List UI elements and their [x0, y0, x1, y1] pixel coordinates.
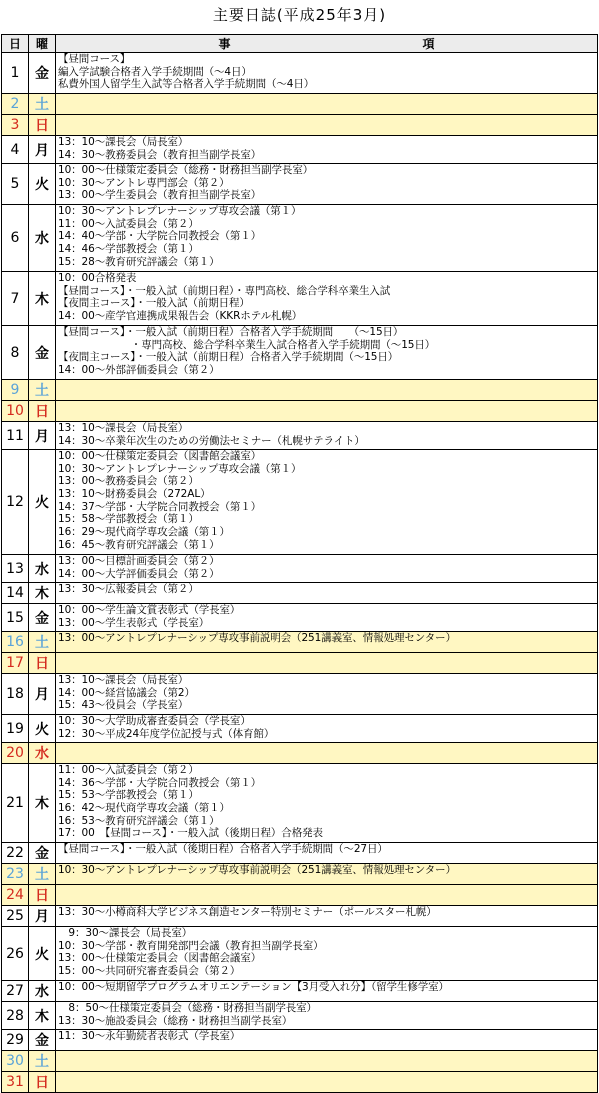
table-row [2, 843, 598, 864]
weekday-cell: 水 [29, 981, 56, 1002]
event-line: 11：30～永年勤続者表彰式（学長室） [58, 1030, 241, 1042]
event-line: 15：00～共同研究審査委員会（第２） [58, 965, 241, 978]
event-cell [56, 115, 598, 136]
weekday-cell: 月 [29, 136, 56, 164]
day-cell: 28 [2, 1002, 29, 1030]
weekday-cell: 木 [29, 583, 56, 604]
event-cell [56, 422, 598, 450]
weekday-cell: 土 [29, 632, 56, 653]
event-line: 編入学試験合格者入学手続期間（～4日） [58, 65, 252, 78]
event-line: 16：29～現代商学専攻会議（第１） [58, 526, 230, 539]
day-cell: 20 [2, 743, 29, 764]
event-line: 【夜間主コース】・一般入試（前期日程）合格者入学手続期間（～15日） [58, 351, 399, 364]
event-cell [56, 653, 598, 674]
event-cell [56, 906, 598, 927]
event-line: 14：00～外部評価委員会（第２） [58, 364, 220, 377]
event-line: 【昼間コース】・一般入試（前期日程）・専門高校、総合学科卒業生入試 [58, 284, 391, 297]
table-row [2, 674, 598, 715]
event-line: 13：10～課長会（局長室） [58, 422, 189, 434]
event-line: 15：53～学部教授会（第１） [58, 789, 199, 802]
table-row [2, 422, 598, 450]
day-cell: 25 [2, 906, 29, 927]
day-cell: 29 [2, 1030, 29, 1051]
table-row [2, 743, 598, 764]
weekday-cell: 土 [29, 1051, 56, 1072]
table-row [2, 906, 598, 927]
table-row [2, 1051, 598, 1072]
event-cell [56, 1051, 598, 1072]
day-cell: 5 [2, 164, 29, 205]
event-line: 13：00～学生表彰式（学長室） [58, 616, 210, 629]
day-cell: 1 [2, 53, 29, 94]
event-line: 13：30～小樽商科大学ビジネス創造センター特別セミナー（ポールスター札幌） [58, 906, 437, 918]
table-row [2, 555, 598, 583]
weekday-cell: 日 [29, 885, 56, 906]
day-cell: 9 [2, 380, 29, 401]
weekday-cell: 月 [29, 674, 56, 715]
weekday-cell: 月 [29, 422, 56, 450]
day-cell: 10 [2, 401, 29, 422]
event-line: 15：43～役員会（学長室） [58, 699, 189, 712]
table-row [2, 164, 598, 205]
weekday-cell: 金 [29, 1030, 56, 1051]
weekday-cell: 木 [29, 272, 56, 326]
event-line: 【昼間コース】・一般入試（後期日程）合格者入学手続期間（～27日） [58, 843, 388, 855]
weekday-cell: 火 [29, 164, 56, 205]
event-line: 15：58～学部教授会（第１） [58, 513, 199, 526]
event-line: ・専門高校、総合学科卒業生入試合格者入学手続期間（～15日） [58, 338, 436, 351]
event-line: 13：00～学生委員会（教育担当副学長室） [58, 189, 262, 202]
weekday-cell: 水 [29, 205, 56, 272]
table-row [2, 115, 598, 136]
event-cell [56, 764, 598, 843]
table-row [2, 53, 598, 94]
day-cell: 15 [2, 604, 29, 632]
table-row [2, 450, 598, 555]
day-cell: 18 [2, 674, 29, 715]
event-line: 14：37～学部・大学院合同教授会（第１） [58, 500, 262, 513]
event-line: 13：00～アントレプレナーシップ専攻事前説明会（251講義室、情報処理センター） [58, 632, 456, 644]
table-row [2, 927, 598, 981]
event-line: 15：28～教育研究評議会（第１） [58, 255, 220, 268]
table-row [2, 205, 598, 272]
event-line: 14：00～経営協議会（第2） [58, 686, 195, 699]
table-row [2, 401, 598, 422]
event-line: 13：10～課長会（局長室） [58, 136, 189, 148]
event-line: 14：46～学部教授会（第１） [58, 243, 199, 256]
table-row [2, 1030, 598, 1051]
table-row [2, 632, 598, 653]
weekday-cell: 土 [29, 864, 56, 885]
day-cell: 26 [2, 927, 29, 981]
event-cell [56, 326, 598, 380]
table-row [2, 604, 598, 632]
weekday-cell: 月 [29, 906, 56, 927]
header-day: 日 [2, 35, 29, 53]
event-line: 14：40～学部・大学院合同教授会（第１） [58, 230, 262, 243]
table-header-row [2, 35, 598, 53]
event-line: 13：00～目標計画委員会（第２） [58, 555, 220, 567]
day-cell: 8 [2, 326, 29, 380]
event-line: 11：00～入試委員会（第２） [58, 217, 199, 230]
table-row [2, 864, 598, 885]
event-line: 10：00～学生論文賞表彰式（学長室） [58, 604, 241, 616]
weekday-cell: 木 [29, 764, 56, 843]
event-line: 10：30～大学助成審査委員会（学長室） [58, 715, 251, 727]
day-cell: 2 [2, 94, 29, 115]
event-line: 14：36～学部・大学院合同教授会（第１） [58, 776, 262, 789]
diary-body [2, 53, 598, 1093]
page-title: 主要日誌(平成25年3月) [212, 6, 387, 24]
event-cell [56, 555, 598, 583]
event-line: 14：30～教務委員会（教育担当副学長室） [58, 148, 262, 161]
header-event-label: 事 項 [218, 36, 435, 51]
event-cell [56, 885, 598, 906]
event-cell [56, 674, 598, 715]
day-cell: 4 [2, 136, 29, 164]
weekday-cell: 日 [29, 653, 56, 674]
weekday-cell: 金 [29, 843, 56, 864]
event-line: 【昼間コース】 [58, 53, 131, 65]
event-line: 10：00合格発表 [58, 272, 137, 284]
event-line: 10：00～短期留学プログラムオリエンテーション【3月受入れ分】（留学生修学室） [58, 981, 449, 993]
event-line: 16：53～教育研究評議会（第１） [58, 814, 220, 827]
weekday-cell: 火 [29, 450, 56, 555]
event-line: 10：30～アントレプレナーシップ専攻事前説明会（251講義室、情報処理センター） [58, 864, 456, 876]
event-line: 17：00 【昼間コース】・一般入試（後期日程）合格発表 [58, 827, 323, 840]
event-cell [56, 843, 598, 864]
day-cell: 13 [2, 555, 29, 583]
event-cell [56, 164, 598, 205]
event-cell [56, 272, 598, 326]
weekday-cell: 日 [29, 401, 56, 422]
event-cell [56, 743, 598, 764]
day-cell: 14 [2, 583, 29, 604]
event-line: 13：00～仕様策定委員会（図書館会議室） [58, 952, 262, 965]
weekday-cell: 火 [29, 715, 56, 743]
table-row [2, 981, 598, 1002]
event-cell [56, 715, 598, 743]
table-row [2, 380, 598, 401]
event-line: 9：30～課長会（局長室） [58, 927, 193, 939]
event-line: 13：10～財務委員会（272AL） [58, 488, 211, 501]
day-cell: 30 [2, 1051, 29, 1072]
event-cell [56, 450, 598, 555]
day-cell: 24 [2, 885, 29, 906]
weekday-cell: 木 [29, 1002, 56, 1030]
event-cell [56, 604, 598, 632]
event-line: 【夜間主コース】・一般入試（前期日程） [58, 297, 250, 310]
event-line: 14：00～産学官連携成果報告会（KKRホテル札幌） [58, 310, 303, 323]
event-line: 14：00～大学評価委員会（第２） [58, 567, 220, 580]
event-line: 10：30～アントレ専門部会（第２） [58, 176, 230, 189]
header-event [56, 35, 598, 53]
weekday-cell: 土 [29, 94, 56, 115]
weekday-cell: 水 [29, 743, 56, 764]
table-row [2, 764, 598, 843]
day-cell: 17 [2, 653, 29, 674]
event-line: 14：30～卒業年次生のための労働法セミナー（札幌サテライト） [58, 434, 365, 447]
event-line: 10：30～アントレプレナーシップ専攻会議（第１） [58, 205, 302, 217]
event-cell [56, 981, 598, 1002]
event-cell [56, 632, 598, 653]
event-line: 10：00～仕様策定委員会（総務・財務担当副学長室） [58, 164, 314, 176]
table-row [2, 583, 598, 604]
weekday-cell: 金 [29, 326, 56, 380]
day-cell: 27 [2, 981, 29, 1002]
weekday-cell: 金 [29, 53, 56, 94]
event-cell [56, 401, 598, 422]
day-cell: 23 [2, 864, 29, 885]
event-cell [56, 1002, 598, 1030]
header-weekday: 曜 [29, 35, 56, 53]
table-row [2, 715, 598, 743]
event-line: 10：30～アントレプレナーシップ専攻会議（第１） [58, 462, 302, 475]
day-cell: 19 [2, 715, 29, 743]
event-cell [56, 927, 598, 981]
day-cell: 31 [2, 1072, 29, 1093]
event-line: 11：00～入試委員会（第２） [58, 764, 199, 776]
event-line: 13：30～広報委員会（第２） [58, 583, 199, 595]
weekday-cell: 日 [29, 1072, 56, 1093]
table-row [2, 653, 598, 674]
event-cell [56, 94, 598, 115]
event-cell [56, 205, 598, 272]
table-row [2, 326, 598, 380]
event-line: 【昼間コース】・一般入試（前期日程）合格者入学手続期間 （～15日） [58, 326, 404, 338]
day-cell: 22 [2, 843, 29, 864]
event-line: 12：30～平成24年度学位記授与式（体育館） [58, 727, 275, 740]
event-line: 10：00～仕様策定委員会（図書館会議室） [58, 450, 262, 462]
table-row [2, 1072, 598, 1093]
event-cell [56, 1072, 598, 1093]
table-row [2, 94, 598, 115]
event-line: 16：45～教育研究評議会（第１） [58, 538, 220, 551]
event-cell [56, 380, 598, 401]
day-cell: 6 [2, 205, 29, 272]
table-row [2, 885, 598, 906]
diary-table [1, 34, 598, 1093]
weekday-cell: 日 [29, 115, 56, 136]
weekday-cell: 金 [29, 604, 56, 632]
event-cell [56, 53, 598, 94]
day-cell: 7 [2, 272, 29, 326]
table-row [2, 136, 598, 164]
day-cell: 16 [2, 632, 29, 653]
table-row [2, 1002, 598, 1030]
weekday-cell: 水 [29, 555, 56, 583]
day-cell: 21 [2, 764, 29, 843]
event-line: 10：30～学部・教育開発部門会議（教育担当副学長室） [58, 939, 324, 952]
day-cell: 11 [2, 422, 29, 450]
event-cell [56, 583, 598, 604]
event-line: 13：30～施設委員会（総務・財務担当副学長室） [58, 1014, 293, 1027]
event-cell [56, 136, 598, 164]
event-line: 私費外国人留学生入試等合格者入学手続期間（～4日） [58, 78, 315, 91]
event-line: 13：00～教務委員会（第２） [58, 475, 199, 488]
day-cell: 3 [2, 115, 29, 136]
weekday-cell: 土 [29, 380, 56, 401]
day-cell: 12 [2, 450, 29, 555]
event-cell [56, 864, 598, 885]
event-line: 16：42～現代商学専攻会議（第１） [58, 802, 230, 815]
event-line: 8：50～仕様策定委員会（総務・財務担当副学長室） [58, 1002, 317, 1014]
weekday-cell: 火 [29, 927, 56, 981]
table-row [2, 272, 598, 326]
event-line: 13：10～課長会（局長室） [58, 674, 189, 686]
event-cell [56, 1030, 598, 1051]
